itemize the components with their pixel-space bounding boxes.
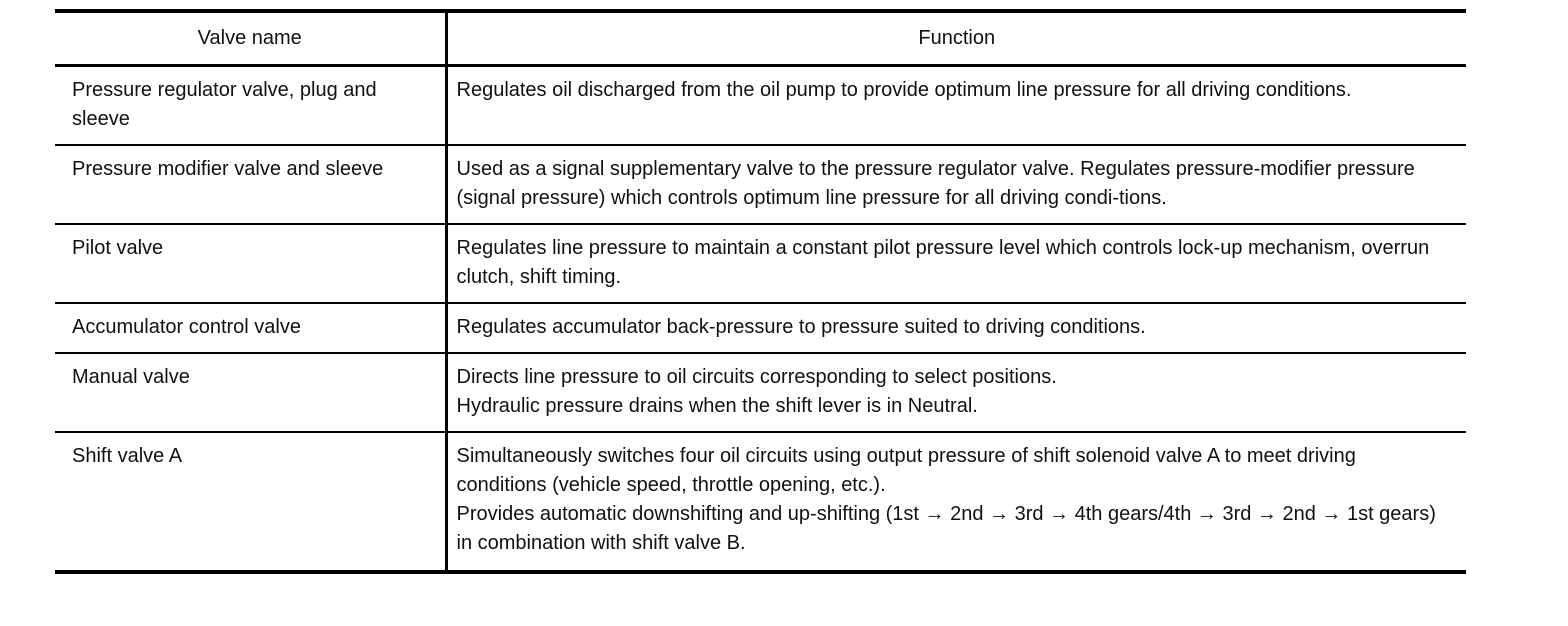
table-row <box>55 303 1466 353</box>
valve-name-cell: Pilot valve <box>55 224 446 303</box>
function-cell <box>446 353 1466 432</box>
header-row <box>55 11 1466 66</box>
function-cell <box>446 145 1466 224</box>
function-text: Hydraulic pressure drains when the shift lever is in Neutral. <box>456 395 978 417</box>
table-body <box>55 66 1466 573</box>
function-cell <box>446 303 1466 353</box>
valve-name-cell: Accumulator control valve <box>55 303 446 353</box>
function-text: Directs line pressure to oil circuits corresponding to select positions. <box>456 366 1057 388</box>
table-row <box>55 224 1466 303</box>
valve-function-table <box>55 9 1466 574</box>
function-cell <box>446 66 1466 146</box>
valve-name-cell: Manual valve <box>55 353 446 432</box>
function-text: Regulates oil discharged from the oil pump to provide optimum line pressure for all driving conditions. <box>456 79 1352 101</box>
table-row <box>55 66 1466 146</box>
valve-name-cell: Shift valve A <box>55 432 446 572</box>
table-header <box>55 11 1466 66</box>
valve-name-cell: Pressure regulator valve, plug and sleeve <box>55 66 446 146</box>
column-header-function: Function <box>446 11 1466 66</box>
function-text: Provides automatic downshifting and up-shifting (1st → 2nd → 3rd → 4th gears/4th → 3rd → 2nd → 1st gears) in combination with shift valve B. <box>456 503 1436 554</box>
table-row <box>55 353 1466 432</box>
table-row <box>55 432 1466 572</box>
function-text: Regulates line pressure to maintain a constant pilot pressure level which controls lock-up mechanism, overrun clutch, shift timing. <box>456 237 1430 288</box>
function-text: Regulates accumulator back-pressure to pressure suited to driving conditions. <box>456 316 1146 338</box>
function-cell <box>446 224 1466 303</box>
valve-name-cell: Pressure modifier valve and sleeve <box>55 145 446 224</box>
column-header-valve-name: Valve name <box>55 11 446 66</box>
function-text: Used as a signal supplementary valve to the pressure regulator valve. Regulates pressure-modifier pressure (signal pressure) which controls optimum line pressure for all driving condi-tions. <box>456 158 1415 209</box>
function-cell <box>446 432 1466 572</box>
table-row <box>55 145 1466 224</box>
function-text: Simultaneously switches four oil circuits using output pressure of shift solenoid valve A to meet driving conditions (vehicle speed, throttle opening, etc.). <box>456 445 1356 496</box>
